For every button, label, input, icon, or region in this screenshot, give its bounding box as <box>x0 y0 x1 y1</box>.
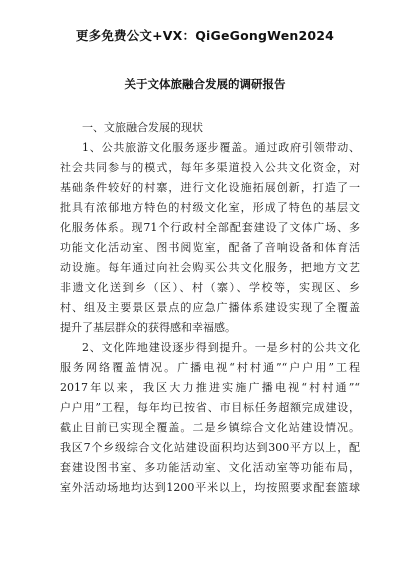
paragraph-2-line: 室外活动场地均达到1200平米以上，均按照要求配套篮球 <box>60 481 360 494</box>
document-title: 关于文体旅融合发展的调研报告 <box>124 77 286 91</box>
paragraph-1-line: 功能文化活动室、图书阅览室，配备了音响设备和体育活 <box>60 241 360 254</box>
paragraph-1-line: 批具有浓郁地方特色的村级文化室，形成了特色的基层文 <box>60 201 360 214</box>
paragraph-2-line: 我区7个乡级综合文化站建设面积均达到300平方以上，配 <box>60 441 360 454</box>
paragraph-1-line: 动设施。每年通过向社会购买公共文化服务，把地方文艺 <box>60 261 360 274</box>
paragraph-2-line: 套建设图书室、多功能活动室、文化活动室等功能布局， <box>60 461 360 474</box>
paragraph-2-line: 服务网络覆盖情况。广播电视“村村通”“户户用”工程 <box>60 361 360 374</box>
paragraph-1-line: 基础条件较好的村寨，进行文化设施拓展创新，打造了一 <box>60 181 360 194</box>
paragraph-2-line: 户户用”工程，每年均已按省、市目标任务超额完成建设， <box>60 401 360 414</box>
paragraph-1-line: 村、组及主要景区景点的应急广播体系建设实现了全覆盖 <box>60 301 360 314</box>
paragraph-1-line: 社会共同参与的模式，每年多渠道投入公共文化资金，对 <box>60 161 360 174</box>
paragraph-1-line: 1、公共旅游文化服务逐步覆盖。通过政府引领带动、 <box>82 141 360 154</box>
promo-banner: 更多免费公文+VX：QiGeGongWen2024 <box>75 28 335 43</box>
document-body <box>60 118 360 498</box>
paragraph-2-line: 2017年以来，我区大力推进实施广播电视“村村通”“ <box>60 381 360 394</box>
paragraph-2-line: 截止目前已实现全覆盖。二是乡镇综合文化站建设情况。 <box>60 421 360 434</box>
paragraph-1-line: 提升了基层群众的获得感和幸福感。 <box>60 321 236 334</box>
paragraph-2-line: 2、文化阵地建设逐步得到提升。一是乡村的公共文化 <box>82 341 360 354</box>
paragraph-1-line: 化服务体系。现71个行政村全部配套建设了文体广场、多 <box>60 221 360 234</box>
paragraph-1-line: 非遗文化送到乡（区）、村（寨）、学校等，实现区、乡 <box>60 281 360 294</box>
section-heading: 一、文旅融合发展的现状 <box>82 121 203 134</box>
